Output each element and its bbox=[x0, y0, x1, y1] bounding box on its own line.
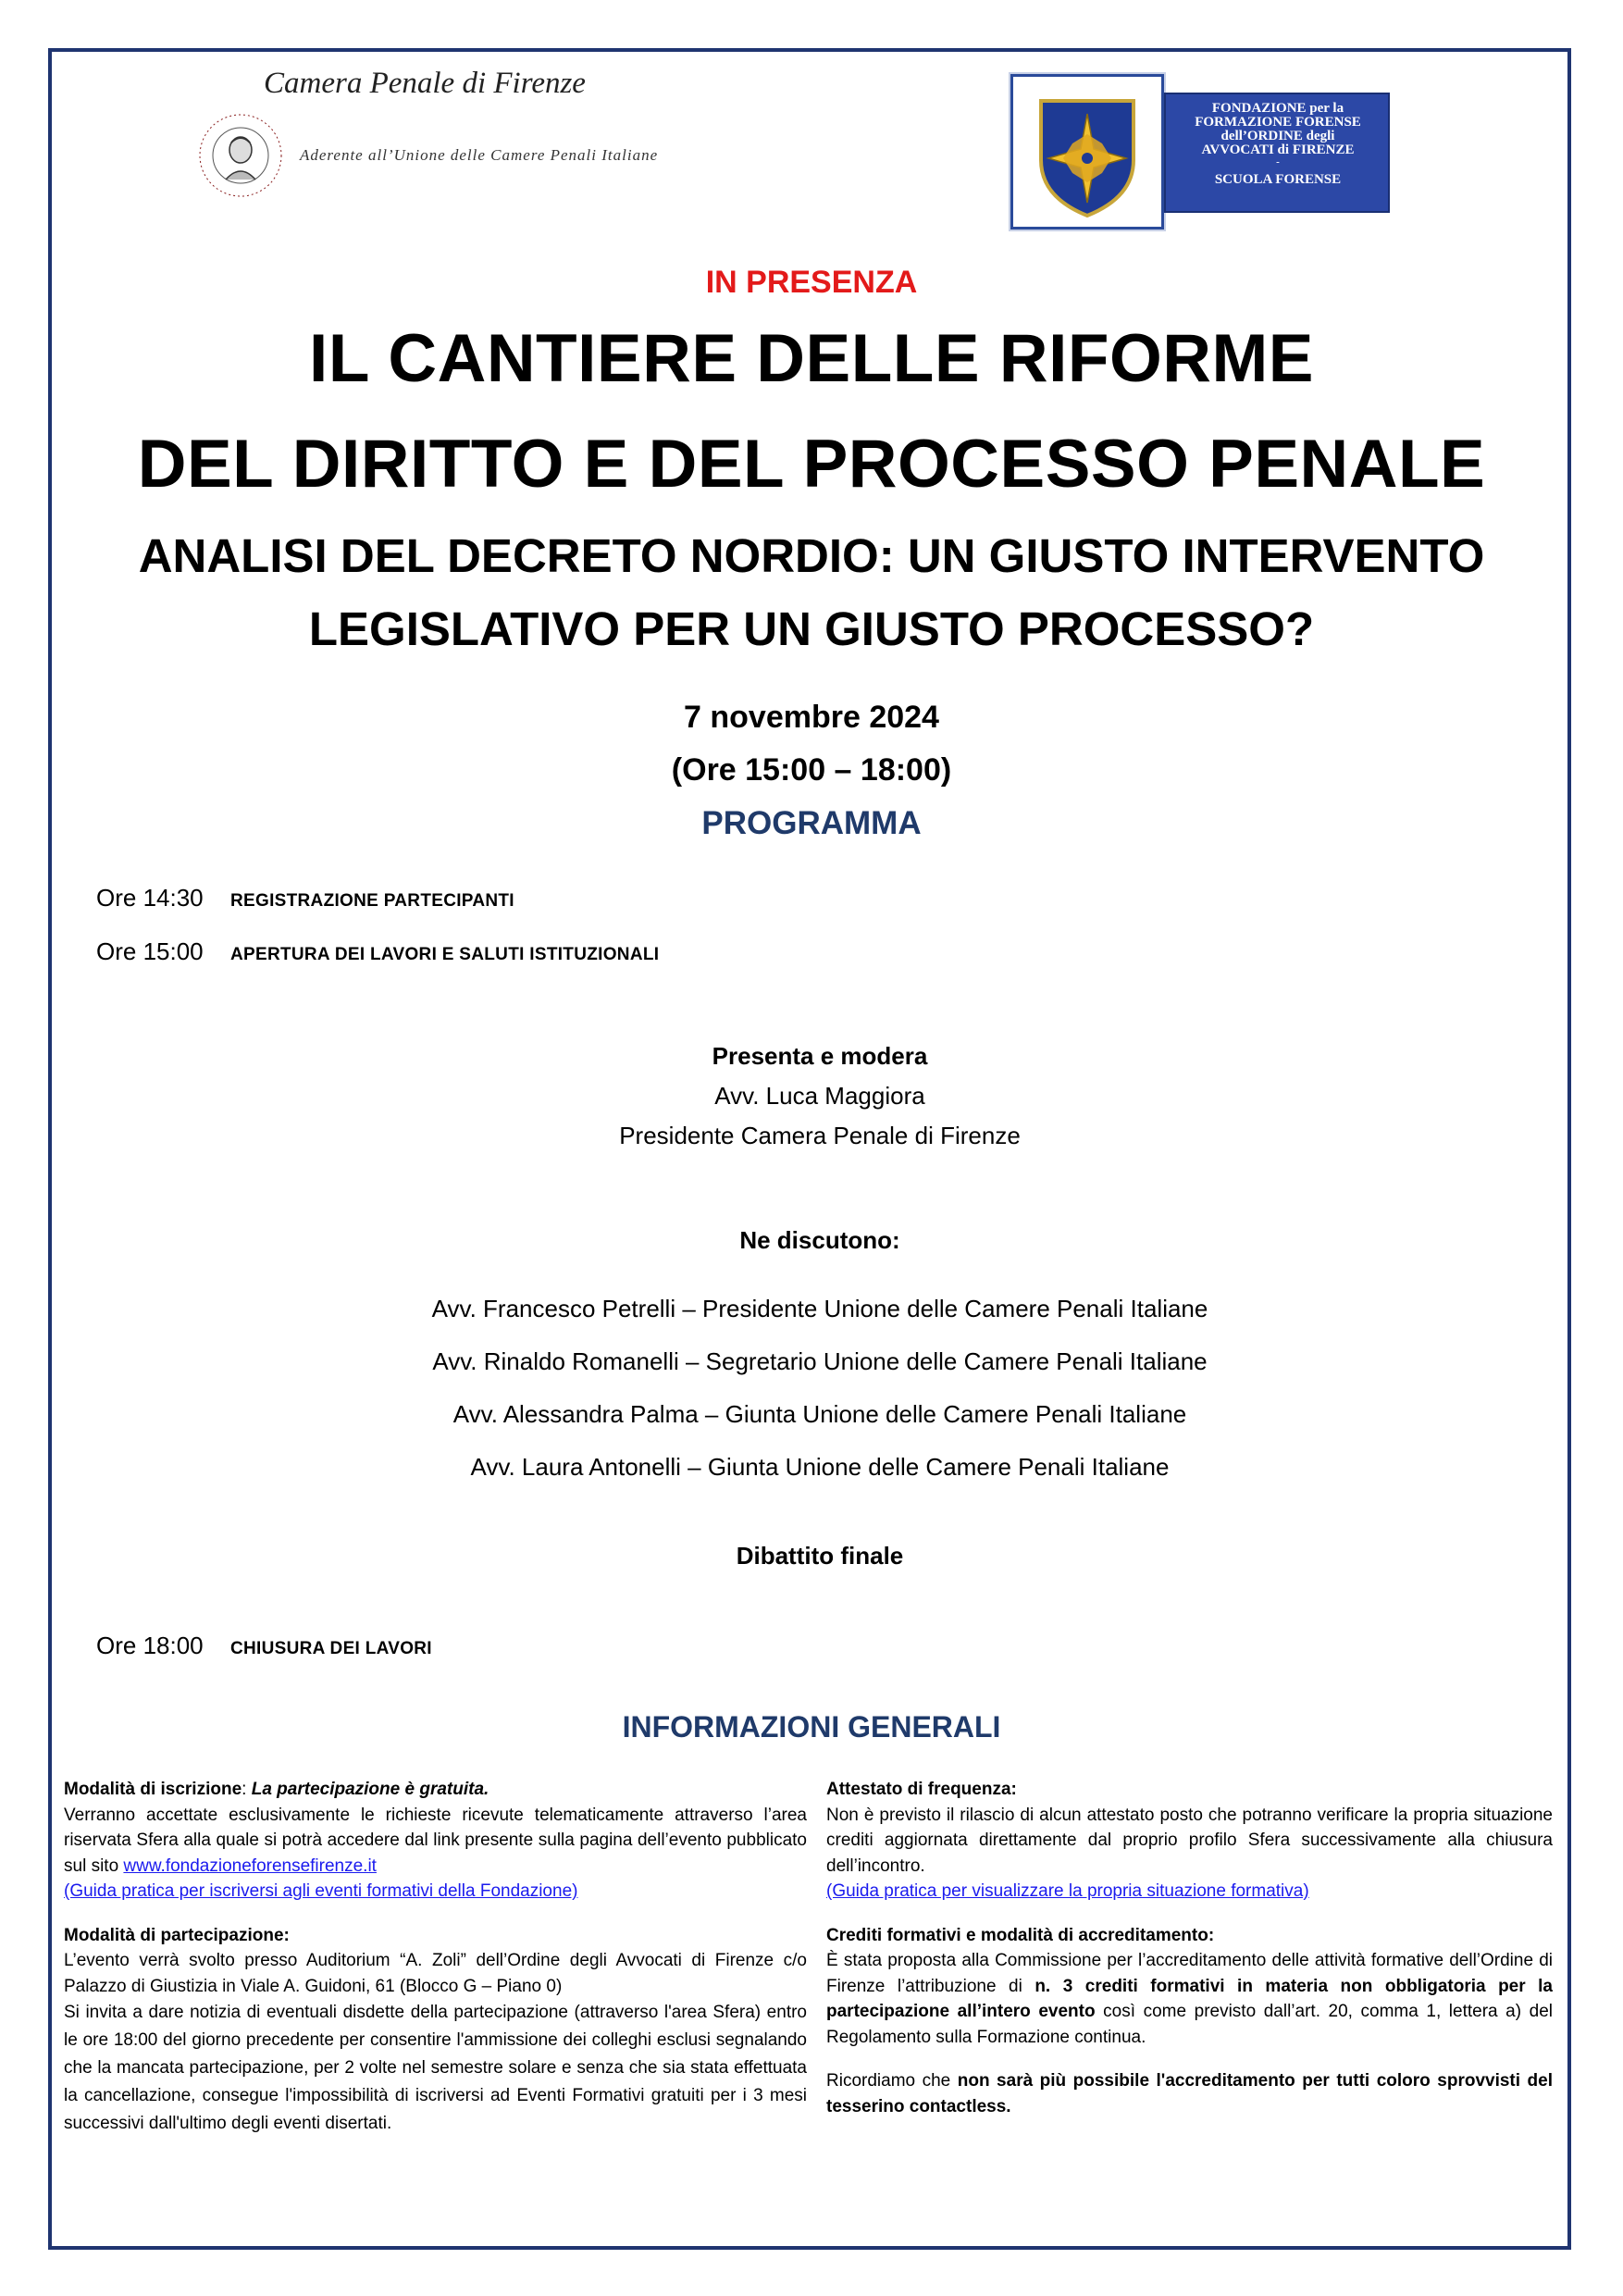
event-mode: IN PRESENZA bbox=[705, 265, 918, 300]
attestato-text: Non è previsto il rilascio di alcun attestato posto che potranno verificare la propria situazione crediti aggiornata direttamente dal proprio profilo Sfera successivamente alla chiusura dell’incontro. bbox=[826, 1805, 1553, 1876]
fondazione-line: SCUOLA FORENSE bbox=[1214, 172, 1342, 187]
event-subtitle-line2: LEGISLATIVO PER UN GIUSTO PROCESSO? bbox=[308, 602, 1315, 655]
schedule-label: APERTURA DEI LAVORI E SALUTI ISTITUZIONALI bbox=[230, 945, 660, 964]
partecipazione-venue: L’evento verrà svolto presso Auditorium “A. Zoli” dell’Ordine degli Avvocati di Firenze c/o Palazzo di Giustizia in Viale A. Guidoni, 61 (Blocco G – Piano 0) bbox=[64, 1951, 807, 1996]
iscrizione-text: Verranno accettate esclusivamente le richieste ricevute telematicamente attraverso l’area riservata Sfera alla quale si potrà accedere dal link presente sulla pagina dell’evento pubblicato sul sito bbox=[64, 1805, 807, 1876]
info-heading: INFORMAZIONI GENERALI bbox=[622, 1710, 1001, 1744]
partecipazione-disdette: Si invita a dare notizia di eventuali disdette della partecipazione (attraverso l'area Sfera) entro le ore 18:00 del giorno precedente per consentire l'ammissione dei colleghi esclusi segnalando che la mancata partecipazione, per 2 volte nel semestre solare e senza che sia stata effettuata la cancellazione, consegue l'impossibilità di iscriversi ad Eventi Formativi gratuiti per i 3 mesi successivi dall'ultimo degli eventi disertati. bbox=[64, 2003, 807, 2133]
info-right-column bbox=[826, 1777, 1553, 2119]
final-debate: Dibattito finale bbox=[736, 1542, 904, 1570]
crediti-text-bold: n. 3 crediti formativi in materia non obbligatoria per la partecipazione all’intero evento bbox=[826, 1976, 1553, 2021]
speaker-item: Avv. Francesco Petrelli – Presidente Unione delle Camere Penali Italiane bbox=[431, 1295, 1208, 1322]
iscrizione-colon: : bbox=[242, 1780, 252, 1799]
attestato-label: Attestato di frequenza: bbox=[826, 1780, 1017, 1799]
moderator-heading: Presenta e modera bbox=[712, 1042, 928, 1070]
fondazione-line: AVVOCATI di FIRENZE bbox=[1201, 143, 1355, 157]
program-heading: PROGRAMMA bbox=[701, 805, 922, 841]
schedule-time: Ore 18:00 bbox=[96, 1632, 204, 1659]
event-subtitle-line1: ANALISI DEL DECRETO NORDIO: UN GIUSTO INTERVENTO bbox=[138, 529, 1485, 582]
moderator-role: Presidente Camera Penale di Firenze bbox=[619, 1122, 1021, 1149]
attestato-guide-link[interactable]: (Guida pratica per visualizzare la propria situazione formativa) bbox=[826, 1881, 1309, 1901]
fondazione-line: FONDAZIONE per la bbox=[1211, 101, 1344, 116]
crediti-label: Crediti formativi e modalità di accreditamento: bbox=[826, 1925, 1215, 1945]
event-hours: (Ore 15:00 – 18:00) bbox=[671, 752, 952, 788]
crediti-note-a: Ricordiamo che bbox=[826, 2071, 958, 2091]
fondazione-line: - bbox=[1276, 156, 1280, 168]
partecipazione-label: Modalità di partecipazione: bbox=[64, 1925, 290, 1945]
camera-penale-seal-icon bbox=[194, 109, 287, 202]
fondazione-shield-frame bbox=[1010, 74, 1164, 230]
crediti-note-bold: non sarà più possibile l'accreditamento per tutti coloro sprovvisti del tesserino contactless. bbox=[826, 2071, 1553, 2116]
fondazione-name bbox=[1168, 102, 1388, 187]
info-left-column bbox=[64, 1777, 807, 2138]
speaker-item: Avv. Rinaldo Romanelli – Segretario Unione delle Camere Penali Italiane bbox=[432, 1347, 1208, 1375]
crediti-text-a: È stata proposta alla Commissione per l’accreditamento delle attività formative dell’Ordine di Firenze l’attribuzione di bbox=[826, 1951, 1553, 1996]
camera-penale-subtitle: Aderente all’Unione delle Camere Penali Italiane bbox=[300, 146, 659, 164]
camera-penale-title: Camera Penale di Firenze bbox=[264, 67, 586, 100]
schedule-item bbox=[96, 884, 514, 912]
schedule-item bbox=[96, 1632, 432, 1660]
event-title-line1: IL CANTIERE DELLE RIFORME bbox=[309, 321, 1314, 396]
schedule-time: Ore 14:30 bbox=[96, 884, 204, 912]
fondazione-line: FORMAZIONE FORENSE bbox=[1195, 115, 1361, 130]
speaker-item: Avv. Laura Antonelli – Giunta Unione delle Camere Penali Italiane bbox=[470, 1453, 1170, 1481]
schedule-item bbox=[96, 937, 659, 966]
event-title-line2: DEL DIRITTO E DEL PROCESSO PENALE bbox=[137, 427, 1486, 502]
discussion-heading: Ne discutono: bbox=[739, 1226, 900, 1254]
schedule-time: Ore 15:00 bbox=[96, 937, 204, 965]
iscrizione-label: Modalità di iscrizione bbox=[64, 1780, 242, 1799]
fondazione-site-link[interactable]: www.fondazioneforensefirenze.it bbox=[123, 1855, 377, 1876]
moderator-name: Avv. Luca Maggiora bbox=[714, 1082, 925, 1110]
fondazione-line: dell’ORDINE degli bbox=[1220, 129, 1335, 143]
event-date: 7 novembre 2024 bbox=[684, 700, 939, 735]
iscrizione-free: La partecipazione è gratuita. bbox=[251, 1780, 489, 1799]
crediti-text-b: così come previsto dall’art. 20, comma 1, lettera a) del Regolamento sulla Formazione continua. bbox=[826, 2002, 1553, 2047]
schedule-label: REGISTRAZIONE PARTECIPANTI bbox=[230, 891, 514, 911]
speaker-item: Avv. Alessandra Palma – Giunta Unione delle Camere Penali Italiane bbox=[452, 1400, 1187, 1428]
compass-star-shield-icon bbox=[1013, 77, 1161, 227]
iscrizione-guide-link[interactable]: (Guida pratica per iscriversi agli eventi formativi della Fondazione) bbox=[64, 1881, 578, 1901]
schedule-label: CHIUSURA DEI LAVORI bbox=[230, 1639, 432, 1658]
